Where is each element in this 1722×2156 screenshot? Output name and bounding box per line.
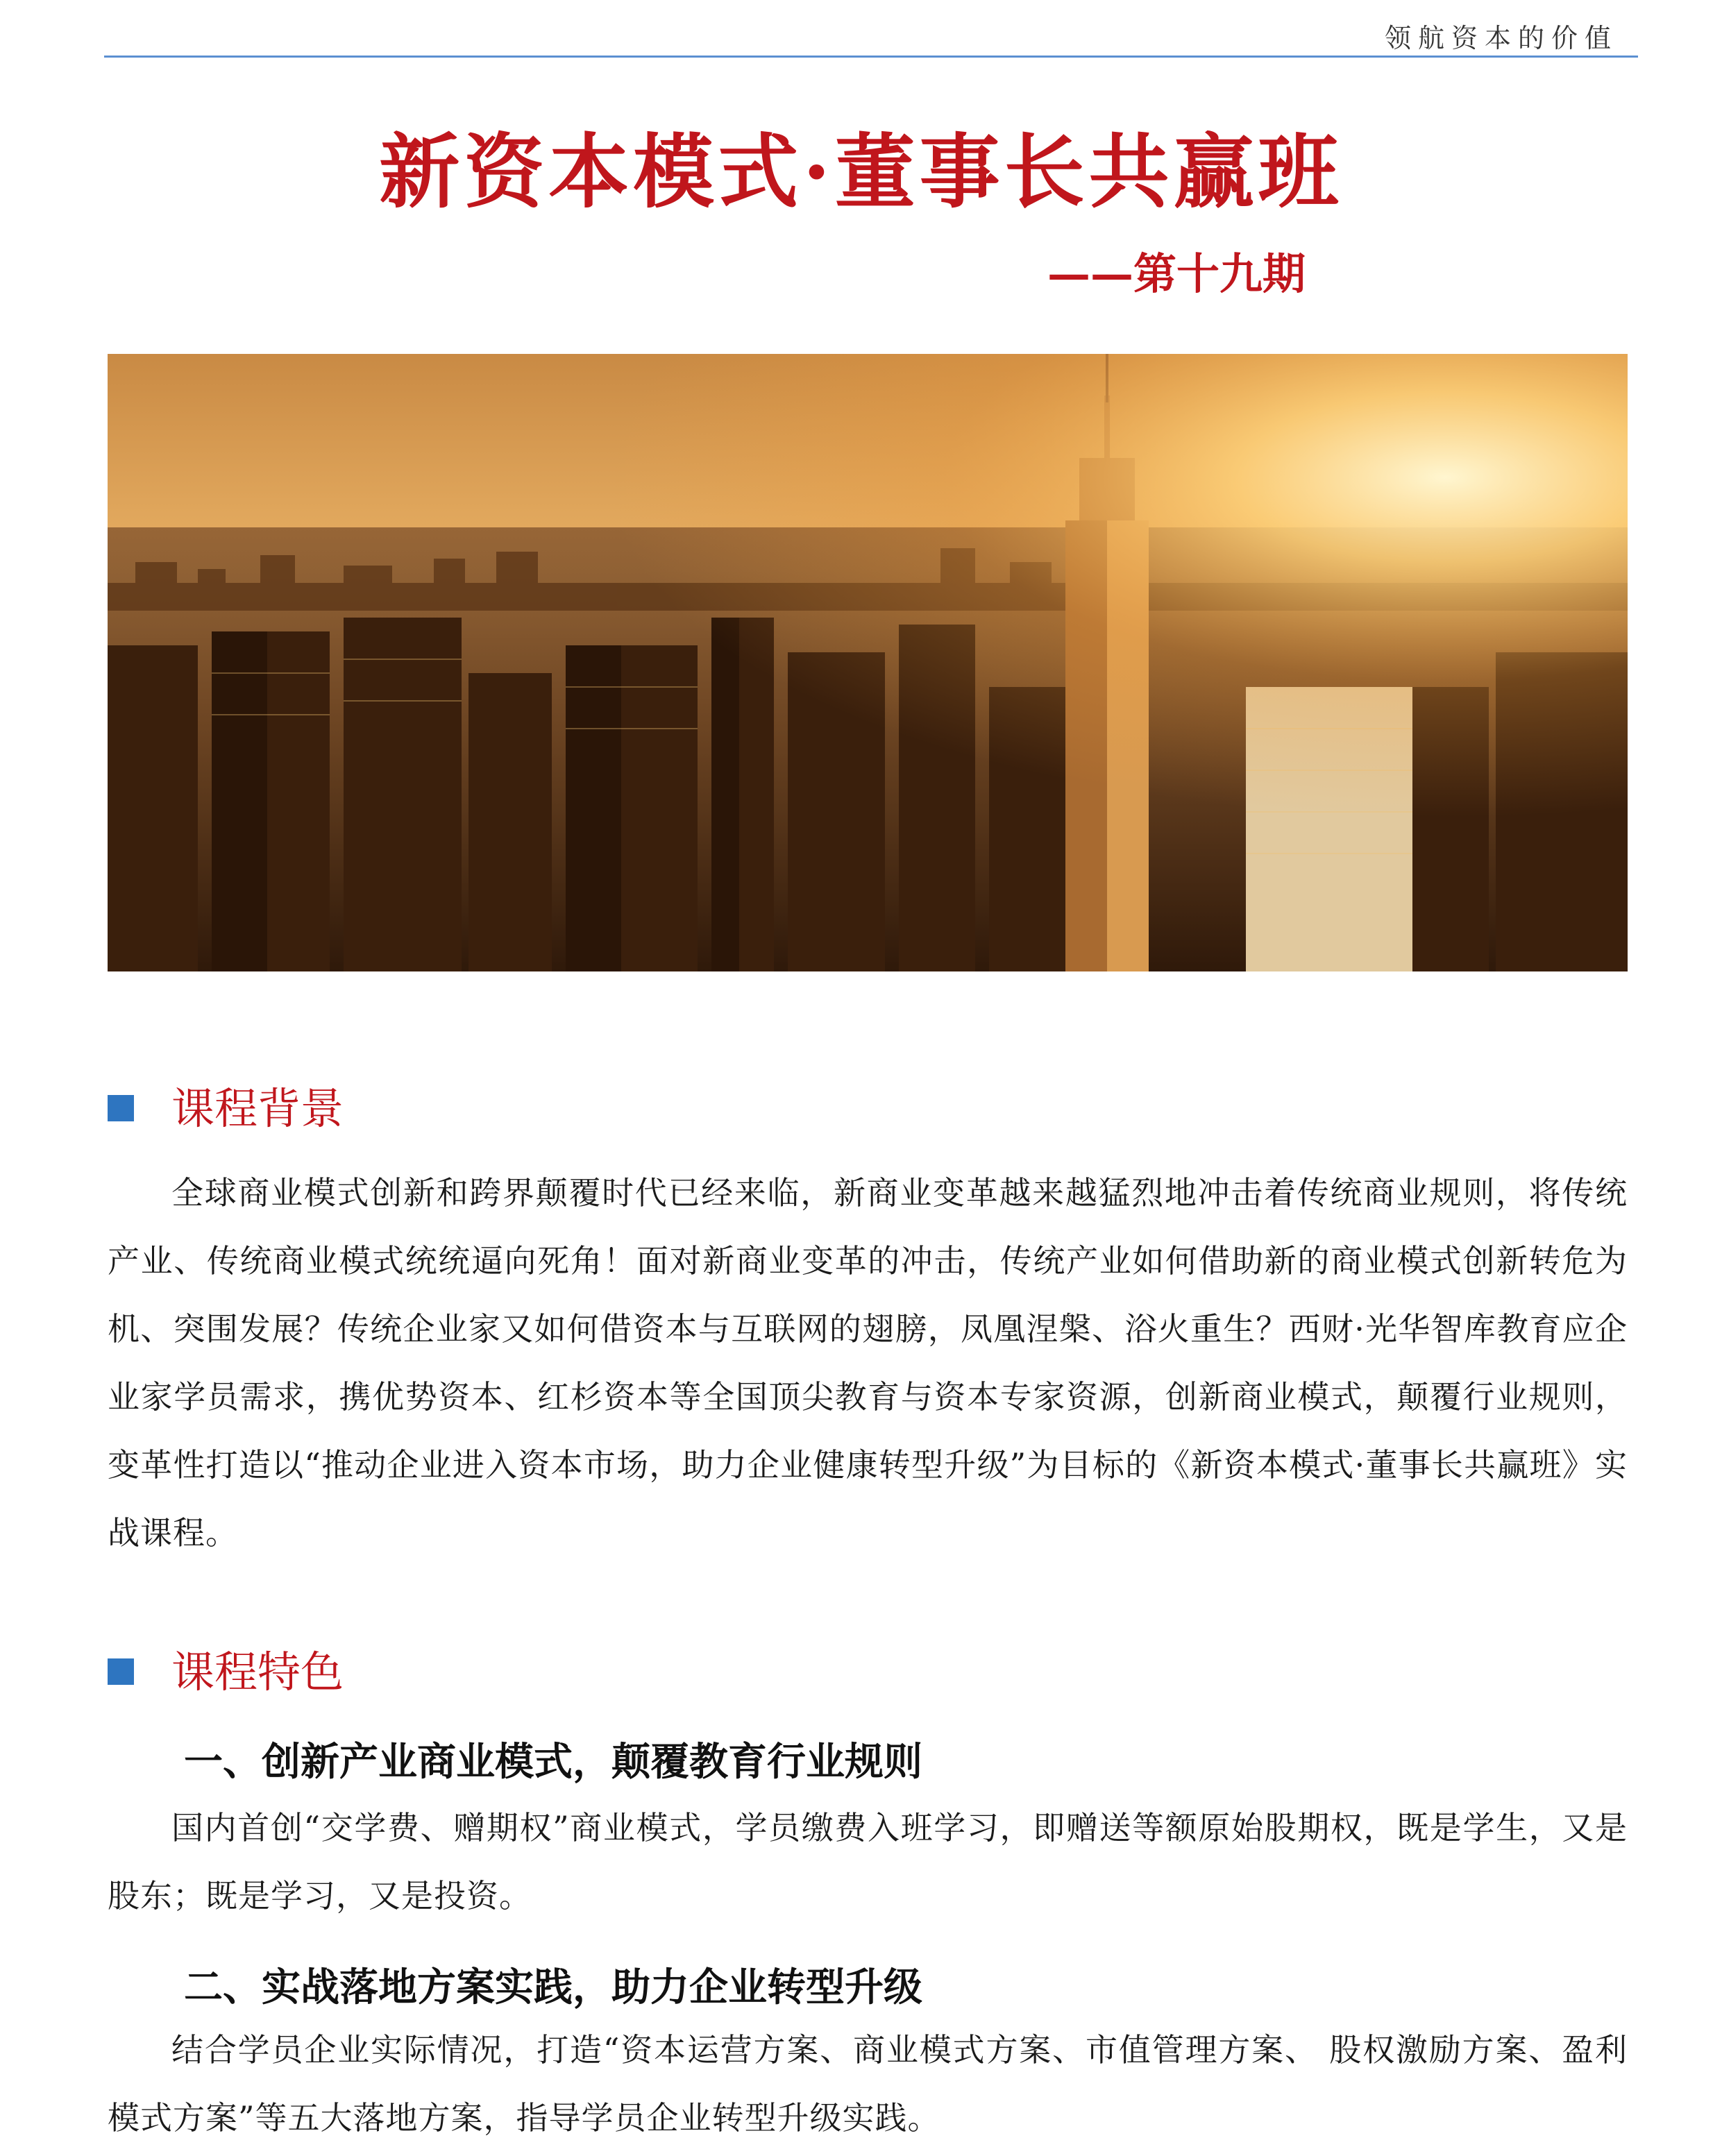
feature-1-body: 国内首创“交学费、赠期权”商业模式，学员缴费入班学习，即赠送等额原始股期权，既是学生，又是股东；既是学习，又是投资。 <box>108 1809 1628 1915</box>
page-title: 新资本模式·董事长共赢班 <box>379 125 1343 219</box>
header-tagline: 领航资本的价值 <box>1384 23 1618 53</box>
feature-1-title: 一、创新产业商业模式，颠覆教育行业规则 <box>184 1739 922 1785</box>
section-bullet-icon <box>108 1658 134 1685</box>
feature-2-body: 结合学员企业实际情况，打造“资本运营方案、商业模式方案、市值管理方案、 股权激励方案、盈利模式方案”等五大落地方案，指导学员企业转型升级实践。 <box>108 2031 1628 2137</box>
city-skyline-banner <box>108 354 1628 971</box>
section-bullet-icon <box>108 1095 134 1121</box>
section-background-body: 全球商业模式创新和跨界颠覆时代已经来临，新商业变革越来越猛烈地冲击着传统商业规则，将传统产业、传统商业模式统统逼向死角！面对新商业变革的冲击，传统产业如何借助新的商业模式创新转危为机、突围发展？传统企业家又如何借资本与互联网的翅膀，凤凰涅槃、浴火重生？西财·光华智库教育应企业家学员需求，携优势资本、红杉资本等全国顶尖教育与资本专家资源，创新商业模式，颠覆行业规则，变革性打造以“推动企业进入资本市场，助力企业健康转型升级”为目标的《新资本模式·董事长共赢班》实战课程。 <box>108 1174 1628 1552</box>
feature-2-title: 二、实战落地方案实践，助力企业转型升级 <box>184 1964 922 2010</box>
city-skyline-image <box>108 354 1628 971</box>
header-rule <box>104 56 1638 58</box>
page-subtitle: ——第十九期 <box>1047 248 1306 299</box>
